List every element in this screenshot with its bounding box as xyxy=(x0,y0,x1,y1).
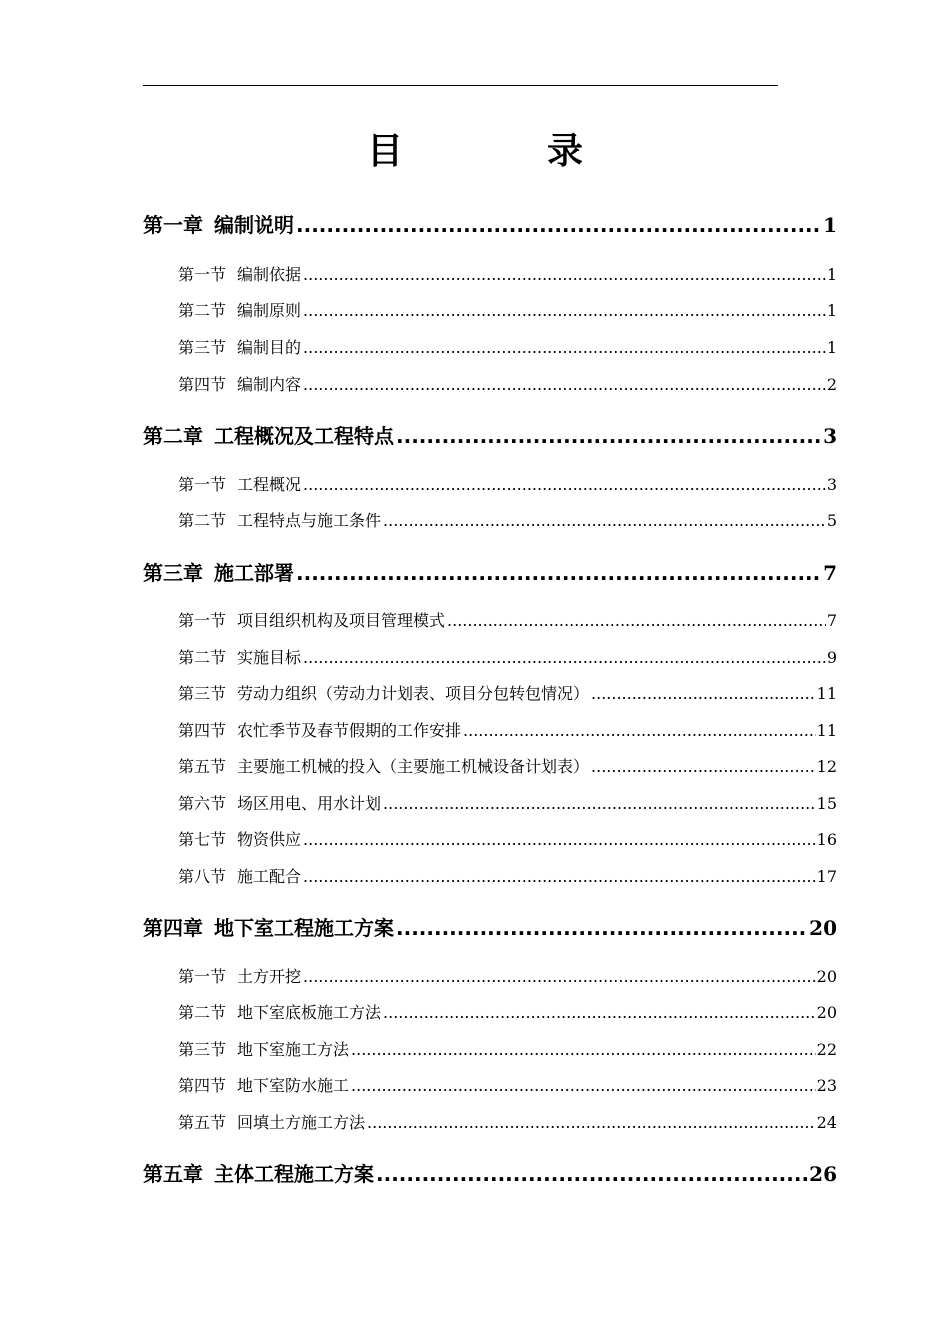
toc-dot-leader xyxy=(303,338,826,357)
page-title: 目 录 xyxy=(366,131,637,172)
toc-entry-title: 实施目标 xyxy=(237,648,302,668)
toc-section-entry[interactable] xyxy=(178,827,837,850)
toc-entry-title: 施工部署 xyxy=(214,560,294,585)
toc-entry-number: 第三节 xyxy=(178,338,227,358)
toc-entry-title: 劳动力组织（劳动力计划表、项目分包转包情况） xyxy=(237,684,590,704)
toc-entry-label xyxy=(178,372,302,395)
toc-dot-leader xyxy=(303,475,826,494)
toc-page-number: 2 xyxy=(826,375,837,395)
toc-page-number: 3 xyxy=(826,475,837,495)
toc-entry-title: 编制目的 xyxy=(237,338,302,358)
toc-entry-label xyxy=(143,420,395,449)
toc-entry-label xyxy=(143,209,295,238)
toc-entry-number: 第二节 xyxy=(178,301,227,321)
toc-section-entry[interactable] xyxy=(178,372,837,395)
toc-entry-title: 地下室防水施工 xyxy=(237,1076,350,1096)
toc-dot-leader xyxy=(396,916,808,940)
toc-entry-title: 编制依据 xyxy=(237,265,302,285)
toc-section-entry[interactable] xyxy=(178,718,837,741)
toc-chapter-entry[interactable] xyxy=(143,1158,837,1187)
toc-entry-label xyxy=(178,608,446,631)
toc-dot-leader xyxy=(303,867,816,886)
toc-entry-number: 第一节 xyxy=(178,265,227,285)
toc-dot-leader xyxy=(303,830,816,849)
toc-entry-title: 工程特点与施工条件 xyxy=(237,511,382,531)
toc-entry-number: 第七节 xyxy=(178,830,227,850)
toc-entry-label xyxy=(178,262,302,285)
toc-section-entry[interactable] xyxy=(178,864,837,887)
toc-entry-title: 农忙季节及春节假期的工作安排 xyxy=(237,721,462,741)
toc-entry-title: 工程概况及工程特点 xyxy=(214,423,394,448)
toc-entry-title: 地下室工程施工方案 xyxy=(214,915,394,940)
toc-dot-leader xyxy=(303,265,826,284)
toc-entry-label xyxy=(178,791,382,814)
toc-dot-leader xyxy=(376,1162,808,1186)
toc-page-number: 1 xyxy=(826,338,837,358)
toc-page-number: 9 xyxy=(826,648,837,668)
toc-entry-label xyxy=(178,827,302,850)
toc-dot-leader xyxy=(383,511,826,530)
toc-section-entry[interactable] xyxy=(178,754,837,777)
toc-page-number: 5 xyxy=(826,511,837,531)
toc-page-number: 20 xyxy=(816,967,837,987)
toc-entry-number: 第四节 xyxy=(178,375,227,395)
toc-page-number: 12 xyxy=(816,757,837,777)
toc-entry-label xyxy=(178,508,382,531)
toc-entry-label xyxy=(178,1073,350,1096)
toc-dot-leader xyxy=(303,648,826,667)
toc-section-entry[interactable] xyxy=(178,1110,837,1133)
toc-page-number: 3 xyxy=(823,423,837,448)
header-rule xyxy=(143,85,778,86)
toc-entry-label xyxy=(178,681,590,704)
toc-entry-label xyxy=(143,912,395,941)
toc-section-entry[interactable] xyxy=(178,262,837,285)
toc-entry-number: 第四节 xyxy=(178,1076,227,1096)
toc-entry-number: 第二节 xyxy=(178,511,227,531)
toc-entry-title: 编制内容 xyxy=(237,375,302,395)
toc-page-number: 20 xyxy=(809,915,837,940)
toc-dot-leader xyxy=(303,967,816,986)
toc-section-entry[interactable] xyxy=(178,608,837,631)
toc-dot-leader xyxy=(367,1113,816,1132)
toc-dot-leader xyxy=(296,213,822,237)
toc-entry-number: 第二节 xyxy=(178,648,227,668)
toc-page-number: 15 xyxy=(816,794,837,814)
toc-entry-label xyxy=(178,1000,382,1023)
toc-page-number: 11 xyxy=(816,721,837,741)
toc-chapter-entry[interactable] xyxy=(143,209,837,238)
toc-entry-title: 编制说明 xyxy=(214,212,294,237)
toc-section-entry[interactable] xyxy=(178,1037,837,1060)
toc-entry-title: 编制原则 xyxy=(237,301,302,321)
toc-entry-label xyxy=(178,645,302,668)
toc-page-number: 7 xyxy=(823,560,837,585)
toc-page-number: 20 xyxy=(816,1003,837,1023)
toc-entry-number: 第三节 xyxy=(178,1040,227,1060)
toc-entry-label xyxy=(178,718,462,741)
toc-entry-number: 第五节 xyxy=(178,1113,227,1133)
toc-page-number: 1 xyxy=(823,212,837,237)
toc-entry-number: 第二节 xyxy=(178,1003,227,1023)
toc-entry-label xyxy=(178,1110,366,1133)
toc-entry-number: 第五节 xyxy=(178,757,227,777)
toc-page-number: 7 xyxy=(826,611,837,631)
toc-entry-title: 工程概况 xyxy=(237,475,302,495)
toc-page-number: 17 xyxy=(816,867,837,887)
toc-section-entry[interactable] xyxy=(178,1000,837,1023)
toc-section-entry[interactable] xyxy=(178,472,837,495)
toc-section-entry[interactable] xyxy=(178,1073,837,1096)
toc-section-entry[interactable] xyxy=(178,508,837,531)
toc-page-number: 23 xyxy=(816,1076,837,1096)
toc-page-number: 16 xyxy=(816,830,837,850)
toc-section-entry[interactable] xyxy=(178,964,837,987)
toc-entry-number: 第一章 xyxy=(143,212,203,237)
toc-entry-number: 第四节 xyxy=(178,721,227,741)
toc-dot-leader xyxy=(303,301,826,320)
toc-page-number: 22 xyxy=(816,1040,837,1060)
toc-entry-title: 主要施工机械的投入（主要施工机械设备计划表） xyxy=(237,757,590,777)
toc-entry-label xyxy=(178,1037,350,1060)
toc-section-entry[interactable] xyxy=(178,335,837,358)
toc-entry-title: 回填土方施工方法 xyxy=(237,1113,366,1133)
toc-dot-leader xyxy=(383,794,816,813)
toc-entry-label xyxy=(178,335,302,358)
toc-entry-label xyxy=(178,754,590,777)
toc-dot-leader xyxy=(351,1076,816,1095)
toc-entry-number: 第一节 xyxy=(178,967,227,987)
toc-entry-label xyxy=(178,864,302,887)
toc-page-number: 11 xyxy=(816,684,837,704)
toc-dot-leader xyxy=(296,561,822,585)
toc-entry-label xyxy=(178,964,302,987)
toc-dot-leader xyxy=(463,721,816,740)
toc-entry-label xyxy=(178,298,302,321)
toc-entry-title: 主体工程施工方案 xyxy=(214,1161,374,1186)
toc-entry-label xyxy=(143,1158,375,1187)
toc-dot-leader xyxy=(383,1003,816,1022)
toc-entry-title: 物资供应 xyxy=(237,830,302,850)
toc-entry-number: 第六节 xyxy=(178,794,227,814)
toc-page-number: 24 xyxy=(816,1113,837,1133)
toc-chapter-entry[interactable] xyxy=(143,420,837,449)
toc-dot-leader xyxy=(591,684,816,703)
toc-entry-number: 第五章 xyxy=(143,1161,203,1186)
toc-chapter-entry[interactable] xyxy=(143,557,837,586)
toc-entry-number: 第三章 xyxy=(143,560,203,585)
toc-entry-number: 第二章 xyxy=(143,423,203,448)
toc-entry-title: 施工配合 xyxy=(237,867,302,887)
toc-page-number: 26 xyxy=(809,1161,837,1186)
toc-dot-leader xyxy=(591,757,816,776)
toc-entry-title: 场区用电、用水计划 xyxy=(237,794,382,814)
toc-entry-number: 第一节 xyxy=(178,475,227,495)
toc-entry-number: 第一节 xyxy=(178,611,227,631)
toc-dot-leader xyxy=(396,424,822,448)
toc-entry-number: 第四章 xyxy=(143,915,203,940)
toc-section-entry[interactable] xyxy=(178,645,837,668)
toc-dot-leader xyxy=(303,375,826,394)
toc-entry-title: 项目组织机构及项目管理模式 xyxy=(237,611,446,631)
toc-entry-title: 地下室施工方法 xyxy=(237,1040,350,1060)
toc-dot-leader xyxy=(447,611,826,630)
toc-dot-leader xyxy=(351,1040,816,1059)
toc-section-entry[interactable] xyxy=(178,298,837,321)
toc-section-entry[interactable] xyxy=(178,681,837,704)
toc-entry-title: 土方开挖 xyxy=(237,967,302,987)
toc-section-entry[interactable] xyxy=(178,791,837,814)
toc-entry-label xyxy=(143,557,295,586)
toc-entry-number: 第八节 xyxy=(178,867,227,887)
toc-entry-number: 第三节 xyxy=(178,684,227,704)
toc-page-number: 1 xyxy=(826,265,837,285)
toc-entry-label xyxy=(178,472,302,495)
toc-entry-title: 地下室底板施工方法 xyxy=(237,1003,382,1023)
toc-page-number: 1 xyxy=(826,301,837,321)
toc-chapter-entry[interactable] xyxy=(143,912,837,941)
